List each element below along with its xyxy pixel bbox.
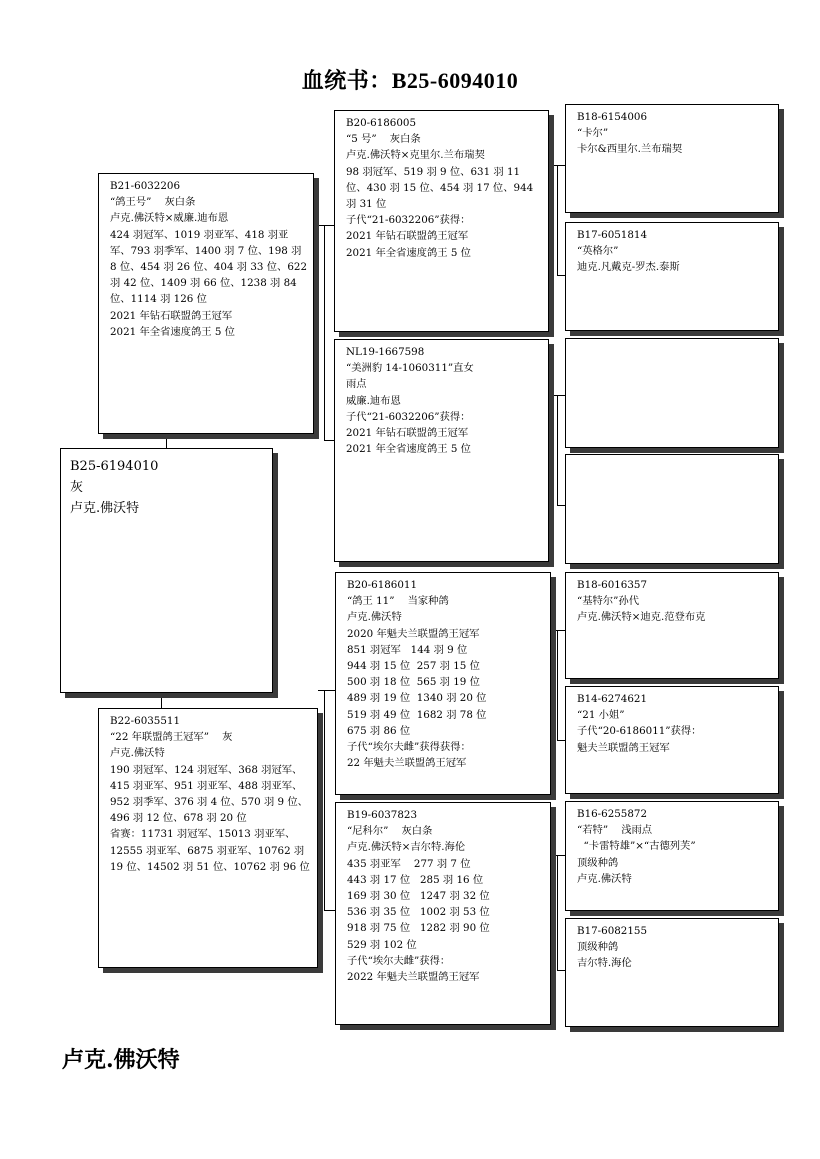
pedigree-line: 2022 年魁夫兰联盟鸽王冠军 xyxy=(347,971,480,984)
pedigree-line: 卢克.佛沃特 xyxy=(577,872,632,885)
pedigree-line: 2020 年魁夫兰联盟鸽王冠军 xyxy=(347,627,480,640)
pedigree-line: 98 羽冠军、519 羽 9 位、631 羽 11 位、430 羽 15 位、454 羽 17 位、944 羽 31 位 xyxy=(346,165,537,211)
pedigree-line: 威廉.迪布恩 xyxy=(346,394,401,407)
pedigree-line: 子代“21-6032206”获得： xyxy=(346,410,471,423)
pedigree-line: 2021 年钻石联盟鸽王冠军 xyxy=(346,230,469,243)
pedigree-line: 851 羽冠军 144 羽 9 位 xyxy=(347,643,468,656)
pedigree-line: 子代“埃尔夫雌”获得： xyxy=(347,954,451,967)
connector-line xyxy=(557,505,565,506)
pedigree-line: 2021 年钻石联盟鸽王冠军 xyxy=(110,309,233,322)
connector-line xyxy=(557,630,558,740)
dam-card xyxy=(98,708,318,968)
pedigree-line: 迪克.凡戴克-罗杰.泰斯 xyxy=(577,261,680,274)
connector-line xyxy=(557,275,565,276)
connector-line xyxy=(318,690,335,691)
ring-number: B17-6051814 xyxy=(577,229,648,241)
pedigree-line: 918 羽 75 位 1282 羽 90 位 xyxy=(347,922,490,935)
ring-number: B16-6255872 xyxy=(577,808,648,820)
pedigree-line: 536 羽 35 位 1002 羽 53 位 xyxy=(347,906,490,919)
pedigree-line: “卡尔” xyxy=(577,127,609,140)
pedigree-line: “鸽王 11” 当家种鸽 xyxy=(347,595,449,608)
sd-sire-card xyxy=(565,338,779,448)
sire-sire-card xyxy=(334,110,549,332)
pedigree-line: “基特尔”孙代 xyxy=(577,595,640,608)
pedigree-line: “21 小姐” xyxy=(577,709,625,722)
pedigree-line: 顶级种鸽 xyxy=(577,856,619,869)
dd-sire-card xyxy=(565,801,779,911)
pedigree-line: 944 羽 15 位 257 羽 15 位 xyxy=(347,660,480,673)
ds-dam-card xyxy=(565,686,779,794)
pedigree-line: “尼科尔” 灰白条 xyxy=(347,825,433,838)
ring-number: B20-6186005 xyxy=(346,117,417,129)
pedigree-line: 2021 年钻石联盟鸽王冠军 xyxy=(346,427,469,440)
connector-line xyxy=(166,434,167,449)
pedigree-line: 卢克.佛沃特×威廉.迪布恩 xyxy=(110,212,229,225)
ring-number: B17-6082155 xyxy=(577,925,648,937)
ring-number: B18-6016357 xyxy=(577,579,648,591)
pedigree-line: “英格尔” xyxy=(577,245,619,258)
pedigree-line: 卢克.佛沃特 xyxy=(110,747,165,760)
pedigree-line: 529 羽 102 位 xyxy=(347,938,417,951)
pedigree-line: 519 羽 49 位 1682 羽 78 位 xyxy=(347,708,487,721)
ss-dam-card xyxy=(565,222,779,331)
ring-number: B14-6274621 xyxy=(577,693,648,705)
pedigree-line: 灰 xyxy=(70,480,84,495)
subject-card xyxy=(60,448,273,693)
pedigree-line: 吉尔特.海伦 xyxy=(577,957,632,970)
owner-name: 卢克.佛沃特 xyxy=(62,1047,180,1073)
pedigree-line: “鸽王号” 灰白条 xyxy=(110,196,196,209)
pedigree-line: 2021 年全省速度鸽王 5 位 xyxy=(346,246,471,259)
ring-number: B19-6037823 xyxy=(347,809,418,821)
pedigree-line: “若特” 浅雨点 xyxy=(577,824,653,837)
connector-line xyxy=(557,855,558,970)
pedigree-line: 卢克.佛沃特×克里尔.兰布瑞契 xyxy=(346,149,485,162)
ring-number: NL19-1667598 xyxy=(346,346,425,358)
connector-line xyxy=(557,165,558,275)
pedigree-line: 190 羽冠军、124 羽冠军、368 羽冠军、415 羽亚军、951 羽亚军、488 羽亚军、952 羽季军、376 羽 4 位、570 羽 9 位、496 羽 12 位、678 羽 20 位 xyxy=(110,763,308,825)
connector-line xyxy=(161,693,162,708)
dd-dam-card xyxy=(565,918,779,1027)
dam-dam-card xyxy=(335,802,551,1025)
connector-line xyxy=(557,395,558,505)
pedigree-line: 435 羽亚军 277 羽 7 位 xyxy=(347,857,471,870)
pedigree-line: 雨点 xyxy=(346,378,367,391)
ring-number: B22-6035511 xyxy=(110,715,181,727)
pedigree-line: 500 羽 18 位 565 羽 19 位 xyxy=(347,676,480,689)
pedigree-line: 2021 年全省速度鸽王 5 位 xyxy=(110,325,235,338)
sd-dam-card xyxy=(565,454,779,564)
ring-number: B25-6194010 xyxy=(70,459,159,474)
pedigree-line: “卡雷特雄”×“古德列芙” xyxy=(577,840,696,853)
pedigree-line: 子代“埃尔夫雌”获得获得： xyxy=(347,741,471,754)
pedigree-line: 424 羽冠军、1019 羽亚军、418 羽亚军、793 羽季军、1400 羽 7 位、198 羽 8 位、454 羽 26 位、404 羽 33 位、622 羽 42 位、1409 羽 66 位、1238 羽 84 位、1114 羽 126 位 xyxy=(110,228,311,306)
pedigree-line: “22 年联盟鸽王冠军” 灰 xyxy=(110,731,233,744)
connector-line xyxy=(324,225,325,440)
pedigree-line: 卢克.佛沃特 xyxy=(70,501,140,516)
connector-line xyxy=(557,970,565,971)
pedigree-line: 子代“20-6186011”获得： xyxy=(577,725,702,738)
pedigree-line: 魁夫兰联盟鸽王冠军 xyxy=(577,741,670,754)
sire-dam-card xyxy=(334,339,549,562)
pedigree-line: 顶级种鸽 xyxy=(577,941,619,954)
pedigree-line: 卢克.佛沃特×迪克.范登布克 xyxy=(577,611,706,624)
pedigree-line: 489 羽 19 位 1340 羽 20 位 xyxy=(347,692,487,705)
pedigree-line: 443 羽 17 位 285 羽 16 位 xyxy=(347,873,484,886)
dam-sire-card xyxy=(335,572,551,795)
pedigree-line: “5 号” 灰白条 xyxy=(346,133,421,146)
pedigree-line: 675 羽 86 位 xyxy=(347,724,411,737)
connector-line xyxy=(324,690,325,910)
pedigree-line: 省赛：11731 羽冠军、15013 羽亚军、12555 羽亚军、6875 羽亚军、10762 羽 19 位、14502 羽 51 位、10762 羽 96 位 xyxy=(110,828,310,873)
ss-sire-card xyxy=(565,104,779,213)
ring-number: B20-6186011 xyxy=(347,579,418,591)
pedigree-line: 卢克.佛沃特×吉尔特.海伦 xyxy=(347,841,466,854)
pedigree-line: 卡尔&西里尔.兰布瑞契 xyxy=(577,143,683,156)
page-title: 血统书：B25-6094010 xyxy=(301,68,519,93)
sire-card xyxy=(98,173,314,434)
pedigree-line: 169 羽 30 位 1247 羽 32 位 xyxy=(347,890,490,903)
pedigree-line: 2021 年全省速度鸽王 5 位 xyxy=(346,443,471,456)
ring-number: B18-6154006 xyxy=(577,111,648,123)
pedigree-line: 22 年魁夫兰联盟鸽王冠军 xyxy=(347,757,467,770)
connector-line xyxy=(324,910,335,911)
pedigree-line: 子代“21-6032206”获得： xyxy=(346,214,471,227)
connector-line xyxy=(557,740,565,741)
ds-sire-card xyxy=(565,572,779,679)
ring-number: B21-6032206 xyxy=(110,180,181,192)
pedigree-line: “美洲豹 14-1060311”直女 xyxy=(346,362,474,375)
pedigree-line: 卢克.佛沃特 xyxy=(347,611,402,624)
